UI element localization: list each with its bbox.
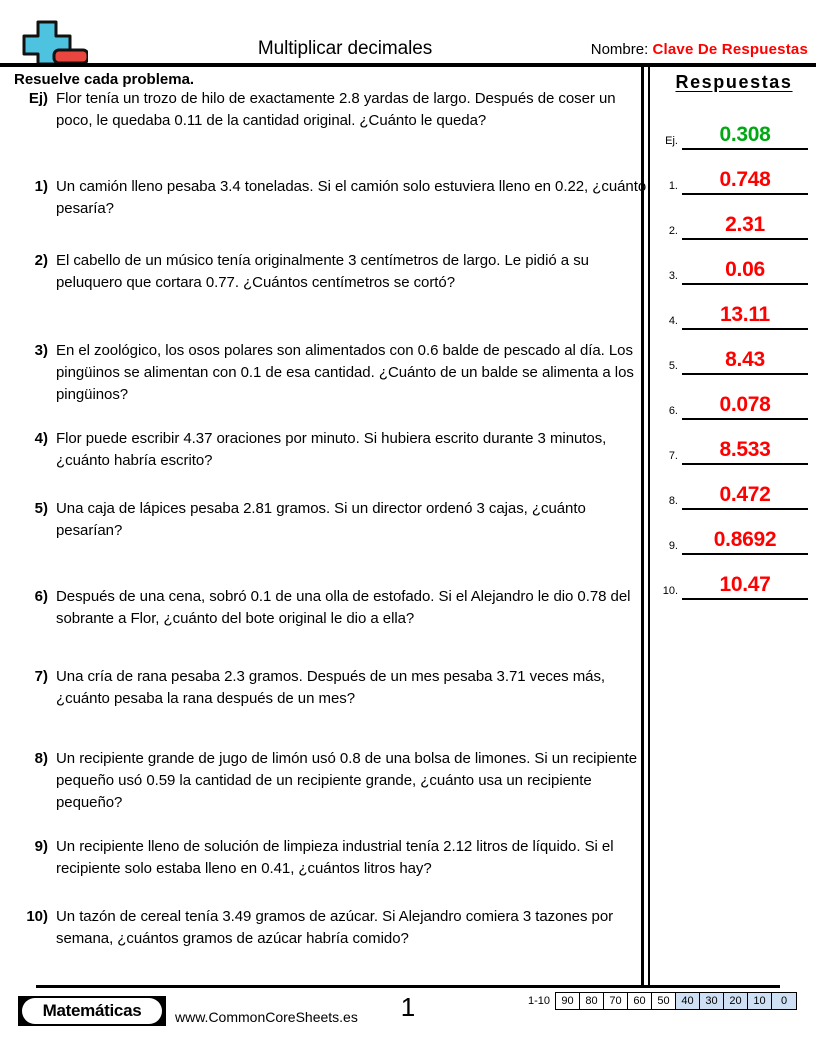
answer-label: 9. (668, 540, 678, 552)
problem-text: Un recipiente lleno de solución de limpieza industrial tenía 2.12 litros de líquido. Si el recipiente solo estaba lleno en 0.41, ¿cuántos litros hay? (56, 838, 614, 877)
problem-number: 1) (34, 178, 48, 195)
problem-item (0, 836, 666, 880)
answer-label: 2. (668, 225, 678, 237)
answer-slot[interactable] (682, 393, 808, 420)
grade-box: 60 (628, 993, 652, 1009)
problem-list (0, 88, 647, 968)
answer-value: 0.8692 (713, 528, 777, 551)
answer-slot[interactable] (682, 168, 808, 195)
problem-item (0, 176, 666, 220)
problem-item (0, 586, 666, 630)
answer-row (652, 555, 816, 600)
answers-panel (652, 67, 816, 600)
answer-label: 1. (668, 180, 678, 192)
answers-list (652, 105, 816, 600)
problem-item (0, 498, 666, 542)
name-label: Nombre: (590, 41, 649, 58)
grade-range-label: 1-10 (528, 995, 551, 1007)
answer-label: 4. (668, 315, 678, 327)
answer-row (652, 330, 816, 375)
answer-row (652, 150, 816, 195)
problem-text: Flor puede escribir 4.37 oraciones por minuto. Si hubiera escrito durante 3 minutos, ¿cuánto habría escrito? (56, 430, 607, 469)
problem-item (0, 428, 666, 472)
problem-number: 4) (34, 430, 48, 447)
answer-row (652, 240, 816, 285)
answer-row (652, 375, 816, 420)
problem-text: Un tazón de cereal tenía 3.49 gramos de azúcar. Si Alejandro comiera 3 tazones por semana, ¿cuántos gramos de azúcar habría comido? (56, 908, 614, 947)
answer-label: 6. (668, 405, 678, 417)
name-value: Clave De Respuestas (652, 41, 808, 58)
answer-slot[interactable] (682, 258, 808, 285)
answer-value: 0.748 (719, 168, 771, 191)
site-url: www.CommonCoreSheets.es (175, 1009, 358, 1025)
problem-number: 7) (34, 668, 48, 685)
grade-box: 90 (556, 993, 580, 1009)
answer-value: 13.11 (720, 303, 770, 326)
problem-text: El cabello de un músico tenía originalmente 3 centímetros de largo. Le pidió a su peluquero que cortara 0.77. ¿Cuántos centímetros se cortó? (56, 252, 589, 291)
problem-number: 9) (34, 838, 48, 855)
answer-value: 0.078 (719, 393, 771, 416)
answer-label: 5. (668, 360, 678, 372)
answer-label: Ej. (665, 135, 678, 147)
answer-slot[interactable] (682, 348, 808, 375)
answer-slot[interactable] (682, 483, 808, 510)
page-number: 1 (400, 992, 416, 1022)
brand-label: Matemáticas (42, 1001, 142, 1020)
answer-value: 0.06 (725, 258, 765, 281)
answer-slot[interactable] (682, 123, 808, 150)
problem-item (0, 340, 666, 406)
answer-row (652, 105, 816, 150)
problem-text: Un camión lleno pesaba 3.4 toneladas. Si el camión solo estuviera lleno en 0.22, ¿cuánto pesaría? (56, 178, 647, 217)
name-field (591, 40, 808, 59)
grade-box: 0 (772, 993, 796, 1009)
page-title: Multiplicar decimales (257, 38, 433, 59)
grade-box: 80 (580, 993, 604, 1009)
answer-value: 8.43 (725, 348, 765, 371)
answer-row (652, 285, 816, 330)
grade-box: 20 (724, 993, 748, 1009)
answer-slot[interactable] (682, 438, 808, 465)
worksheet-header (0, 0, 816, 64)
grade-box: 30 (700, 993, 724, 1009)
problem-number: Ej) (28, 90, 48, 107)
answer-slot[interactable] (682, 528, 808, 555)
problem-number: 6) (34, 588, 48, 605)
problem-text: Una caja de lápices pesaba 2.81 gramos. Si un director ordenó 3 cajas, ¿cuánto pesarían? (56, 500, 586, 539)
answer-value: 8.533 (719, 438, 771, 461)
problem-number: 2) (34, 252, 48, 269)
problem-text: En el zoológico, los osos polares son alimentados con 0.6 balde de pescado al día. Los pingüinos se alimentan con 0.1 de esa cantidad. ¿Cuánto de un balde se alimenta a los pingüinos? (56, 342, 634, 403)
answer-row (652, 420, 816, 465)
answer-row (652, 510, 816, 555)
answer-label: 8. (668, 495, 678, 507)
answer-slot[interactable] (682, 213, 808, 240)
problem-item (0, 748, 666, 814)
grade-box: 10 (748, 993, 772, 1009)
answer-value: 2.31 (725, 213, 765, 236)
answer-label: 7. (668, 450, 678, 462)
grade-box: 40 (676, 993, 700, 1009)
problem-item (0, 666, 666, 710)
problem-number: 8) (34, 750, 48, 767)
problem-text: Un recipiente grande de jugo de limón usó 0.8 de una bolsa de limones. Si un recipiente pequeño usó 0.59 la cantidad de un recipiente grande, ¿cuánto usa un recipiente pequeño? (56, 750, 638, 811)
answers-heading: Respuestas (675, 72, 793, 92)
answer-value: 0.308 (719, 123, 771, 146)
answer-label: 3. (668, 270, 678, 282)
grade-box-list (555, 992, 797, 1010)
problem-number: 10) (26, 908, 48, 925)
answer-row (652, 465, 816, 510)
instructions-text: Resuelve cada problema. (14, 71, 195, 88)
grade-box: 50 (652, 993, 676, 1009)
grade-scale (528, 992, 797, 1010)
answer-label: 10. (662, 585, 678, 597)
answer-row (652, 195, 816, 240)
problem-item (0, 88, 666, 132)
problem-item (0, 906, 666, 950)
plus-minus-icon (14, 20, 88, 66)
problem-number: 3) (34, 342, 48, 359)
answer-slot[interactable] (682, 303, 808, 330)
answer-value: 10.47 (719, 573, 771, 596)
grade-box: 70 (604, 993, 628, 1009)
answer-value: 0.472 (719, 483, 771, 506)
problem-text: Flor tenía un trozo de hilo de exactamente 2.8 yardas de largo. Después de coser un poco, le quedaba 0.11 de la cantidad original. ¿Cuánto le queda? (56, 90, 616, 129)
answer-slot[interactable] (682, 573, 808, 600)
problem-text: Una cría de rana pesaba 2.3 gramos. Después de un mes pesaba 3.71 veces más, ¿cuánto pesaba la rana después de un mes? (56, 668, 606, 707)
problem-item (0, 250, 666, 294)
problem-text: Después de una cena, sobró 0.1 de una olla de estofado. Si el Alejandro le dio 0.78 del sobrante a Flor, ¿cuánto del bote original le dio a ella? (56, 588, 631, 627)
problem-number: 5) (34, 500, 48, 517)
